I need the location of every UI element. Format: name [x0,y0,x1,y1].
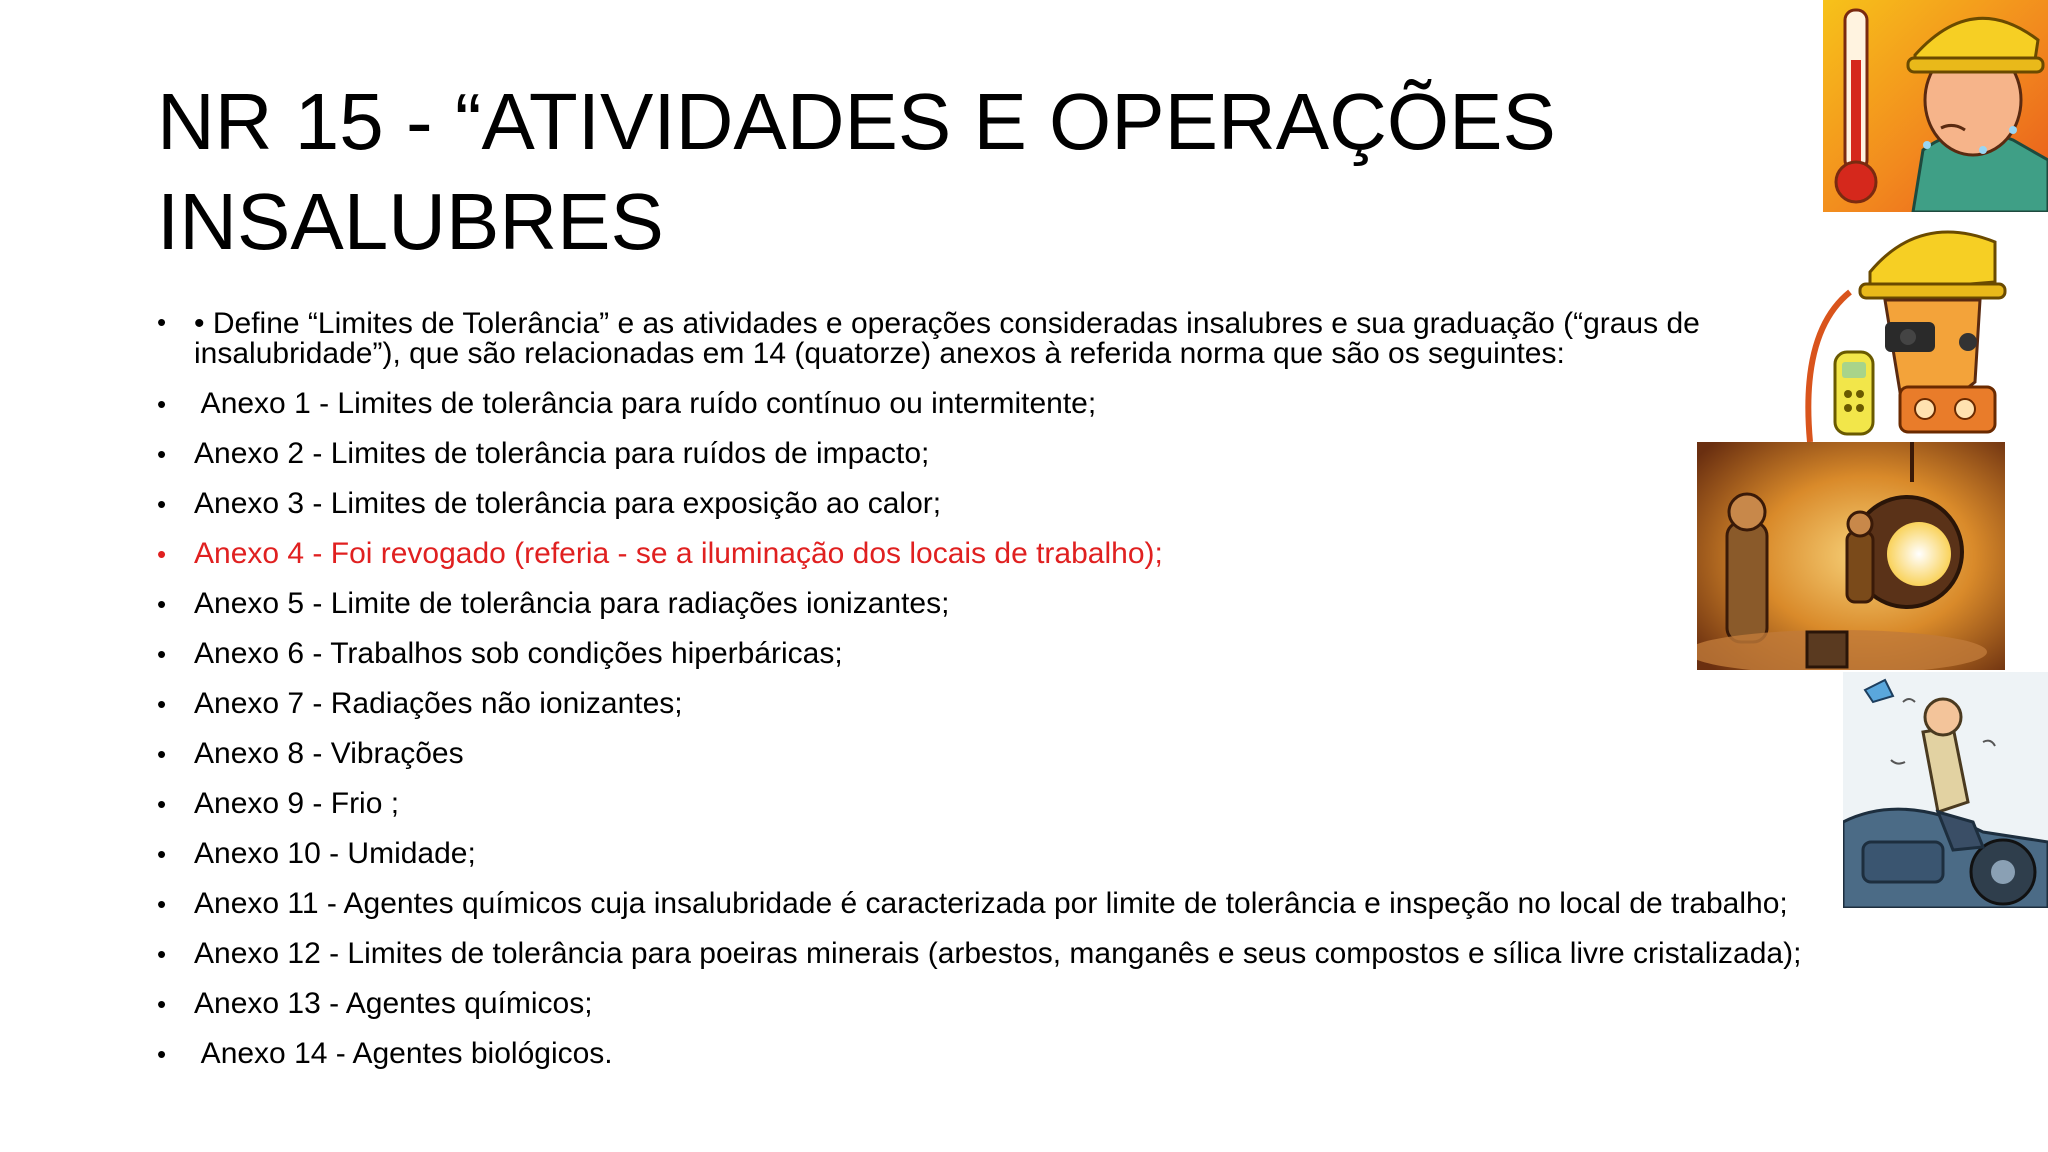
list-item-text: Anexo 4 - Foi revogado (referia - se a iluminação dos locais de trabalho); [194,537,1163,570]
list-item-annex-4 [157,529,1877,579]
hot-worker-thermometer-icon [1823,0,2048,212]
list-item-annex-3 [157,479,1877,529]
list-item-text: • Define “Limites de Tolerância” e as atividades e operações consideradas insalubres e sua graduação (“graus de insalubridade”), que são relacionadas em 14 (quatorze) anexos à referida norma que são os seguintes: [194,307,1700,370]
bullet-icon: • [157,589,167,619]
bullet-icon: • [157,689,167,719]
vibration-machine-operator-icon [1843,672,2048,908]
bullet-icon: • [157,1039,167,1069]
bullet-icon: • [157,389,167,419]
list-item-annex-10 [157,829,1877,879]
list-item-text: Anexo 1 - Limites de tolerância para ruído contínuo ou intermitente; [194,387,1097,420]
list-item-text: Anexo 10 - Umidade; [194,837,476,870]
bullet-icon: • [157,889,167,919]
bullet-icon: • [157,307,167,337]
list-item-text: Anexo 13 - Agentes químicos; [194,987,593,1020]
bullet-icon: • [157,489,167,519]
list-item-annex-9 [157,779,1877,829]
list-item-text: Anexo 7 - Radiações não ionizantes; [194,687,683,720]
list-item-text: Anexo 12 - Limites de tolerância para poeiras minerais (arbestos, manganês e seus compostos e sílica livre cristalizada); [194,937,1802,970]
list-item-text: Anexo 2 - Limites de tolerância para ruídos de impacto; [194,437,930,470]
list-item-annex-12 [157,929,1877,979]
list-item-annex-7 [157,679,1877,729]
list-item-text: Anexo 8 - Vibrações [194,737,464,770]
bullet-icon: • [157,439,167,469]
list-item-text: Anexo 6 - Trabalhos sob condições hiperbáricas; [194,637,843,670]
bullet-icon: • [157,739,167,769]
bullet-icon: • [157,639,167,669]
bullet-icon: • [157,789,167,819]
bullet-icon: • [157,989,167,1019]
noise-meter-worker-icon [1790,212,2010,444]
list-item-text: Anexo 5 - Limite de tolerância para radiações ionizantes; [194,587,950,620]
furnace-workers-icon [1697,442,2005,670]
list-item-text: Anexo 14 - Agentes biológicos. [194,1037,613,1070]
bullet-icon: • [157,839,167,869]
list-item-annex-8 [157,729,1877,779]
list-item-annex-5 [157,579,1877,629]
list-item-annex-14 [157,1029,1877,1079]
slide-title: NR 15 - “ATIVIDADES E OPERAÇÕES INSALUBRES [157,77,1556,266]
list-item-annex-1 [157,379,1877,429]
list-item-text: Anexo 11 - Agentes químicos cuja insalubridade é caracterizada por limite de tolerância e inspeção no local de trabalho; [194,887,1788,920]
list-item-annex-2 [157,429,1877,479]
list-item-annex-6 [157,629,1877,679]
list-item-text: Anexo 3 - Limites de tolerância para exposição ao calor; [194,487,942,520]
bullet-icon: • [157,539,167,569]
bullet-icon: • [157,939,167,969]
annex-list [157,303,1877,1079]
list-item-annex-11 [157,879,1877,929]
list-item-annex-13 [157,979,1877,1029]
list-item-text: Anexo 9 - Frio ; [194,787,400,820]
list-item-intro [157,303,1877,379]
